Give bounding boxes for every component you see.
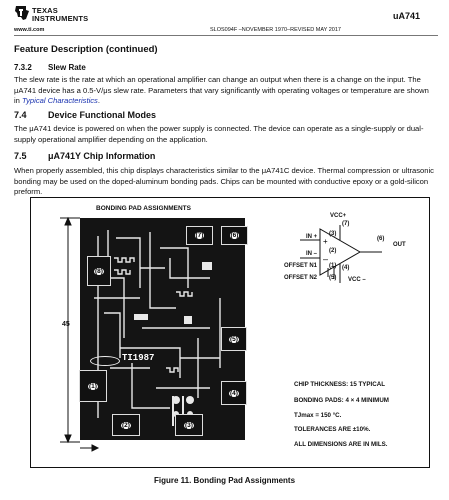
die-marking: TI1987 [122,353,155,363]
section-heading-modes [14,110,156,120]
pin-offset-n1: (1) [329,263,337,269]
bonding-pad-4: (4) [221,381,247,405]
plus-symbol: + [323,237,328,246]
paragraph-chip: When properly assembled, this chip displays characteristics similar to the μA741C device. Thermal compression or ultrasonic bonding may be used on the doped-aluminum bonding pads. Chips can be mounted with conductive epoxy or a gold-silicon preform. [14,166,434,196]
pin-in-plus: (3) [329,231,337,237]
bonding-pad-3: (3) [175,414,203,436]
figure-heading: BONDING PAD ASSIGNMENTS [96,205,191,212]
pin-vcc-minus: (4) [342,265,350,271]
ti-logo-icon [14,5,30,21]
paragraph-slew [14,75,434,107]
slew-text-a: The slew rate is the rate at which an operational amplifier can change an output when there is a change on the input. The μA741 device has a 0.5-V/μs slew rate. Parameters that vary significantly with operating voltages or temperature are shown in [14,75,429,105]
section-number-slew: 7.3.2 [14,63,32,72]
document-id: SLOS094F –NOVEMBER 1970–REVISED MAY 2017 [210,27,341,33]
section-title-slew: Slew Rate [48,63,86,72]
note-tolerance: TOLERANCES ARE ±10%. [294,426,371,433]
minus-symbol: – [323,254,329,264]
bonding-pad-2: (2) [112,414,140,436]
pin-vcc-plus: (7) [342,221,350,227]
header-divider [14,35,438,36]
site-url[interactable]: www.ti.com [14,27,45,33]
bonding-pad-1: (1) [79,370,107,402]
label-out: OUT [393,242,406,248]
pin-in-minus: (2) [329,248,337,254]
brand-name [32,7,88,23]
pin-out: (6) [377,236,385,242]
section-number-chip: 7.5 [14,151,27,161]
brand-line1: TEXAS [32,6,59,15]
label-vcc-minus: VCC – [348,277,366,283]
part-number: uA741 [393,11,421,21]
section-heading-chip [14,151,155,161]
section-title-feature: Feature Description (continued) [14,44,158,55]
section-title-chip: μA741Y Chip Information [48,151,156,161]
bonding-pad-5: (5) [221,327,247,351]
brand-line2: INSTRUMENTS [32,14,89,23]
section-heading-slew [14,63,86,72]
dimension-label: 45 [62,321,70,328]
dimension-markers [40,215,100,455]
label-in-minus: IN – [306,251,318,257]
label-in-plus: IN + [306,234,318,240]
note-dimensions: ALL DIMENSIONS ARE IN MILS. [294,441,388,448]
ti-logo [14,5,89,26]
note-tjmax: TJmax = 150 °C. [294,412,342,419]
label-vcc-plus: VCC+ [330,213,347,219]
bonding-pad-6: (6) [221,226,248,245]
figure-caption: Figure 11. Bonding Pad Assignments [153,476,296,485]
label-offset-n1: OFFSET N1 [284,263,318,269]
bonding-pad-7: (7) [186,226,213,245]
slew-text-b: . [97,96,100,105]
pin-offset-n2: (5) [329,275,337,281]
bonding-pad-8: (8) [87,256,111,286]
section-title-modes: Device Functional Modes [48,110,157,120]
label-offset-n2: OFFSET N2 [284,275,318,281]
note-bonding-pads: BONDING PADS: 4 × 4 MINIMUM [294,397,389,404]
paragraph-modes: The μA741 device is powered on when the power supply is connected. The device can operate as a single-supply or dual-supply operational amplifier depending on the application. [14,124,424,144]
note-thickness: CHIP THICKNESS: 15 TYPICAL [294,381,385,388]
section-number-modes: 7.4 [14,110,27,120]
typical-characteristics-link[interactable]: Typical Characteristics [22,96,98,105]
